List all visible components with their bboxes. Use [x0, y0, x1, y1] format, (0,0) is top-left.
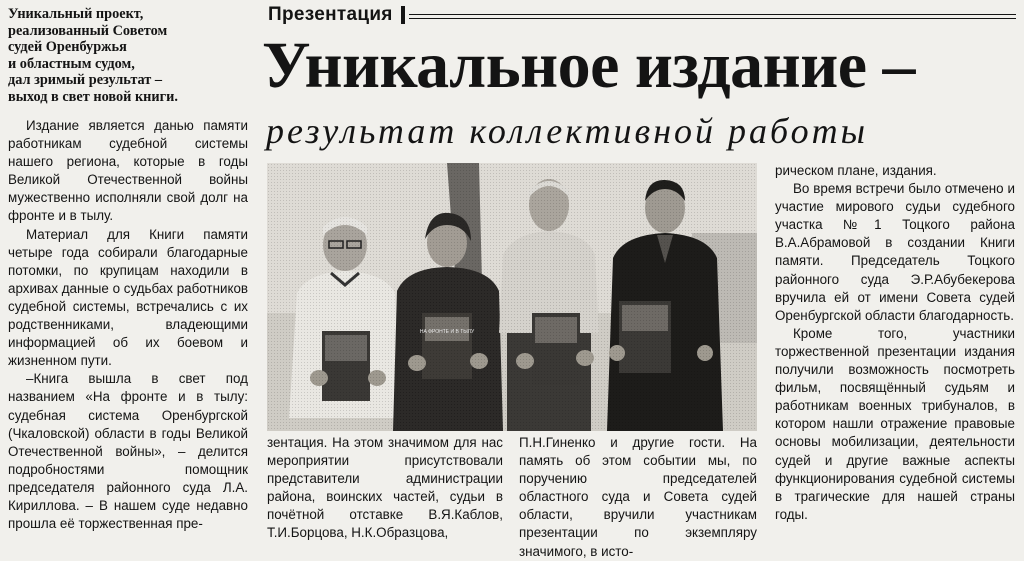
lead-line: дал зримый результат –: [8, 72, 163, 89]
paragraph: рическом плане, издания.: [775, 163, 937, 178]
photo-illustration: [267, 163, 757, 431]
lead-line: судей Оренбуржья: [8, 39, 127, 56]
paragraph: Во время встречи было отмечено и участие мирового судьи судебного участка №1 Тоцкого района В.А.Абрамовой в создании Книги памяти. Председатель Тоцкого районного суда Э.Р.Абубекерова вручила ей от имени Совета судей Оренбургской области благодарность.: [775, 181, 1015, 323]
section-rubric: [268, 3, 1016, 27]
article-headline: Уникальное издание –: [262, 29, 916, 102]
rubric-marker: [401, 6, 405, 24]
paragraph: П.Н.Гиненко и другие гости. На память об этом событии мы, по поручению председателей областного суда и Совета судей области, вручили участникам презентации по экземпляру значимого, в исто-: [519, 435, 757, 559]
paragraph: Издание является данью памяти работникам судебной системы нашего региона, которые в годы Великой Отечественной войны мужественно исполняли свой долг на фронте и в тылу.: [8, 118, 248, 224]
article-column-middle-1: [267, 434, 503, 543]
lead-line: выход в свет новой книги.: [8, 88, 178, 105]
lead-line: реализованный Советом: [8, 22, 168, 39]
lead-line: Уникальный проект,: [8, 6, 144, 22]
article-photo: [267, 163, 757, 431]
article-column-left: [8, 117, 248, 533]
article-column-right: [775, 162, 1015, 524]
paragraph: зентация. На этом значимом для нас мероприятии присутствовали представители администрации района, воинских частей, судьи в почётной отставке В.Я.Каблов, Т.И.Борцова, Н.К.Образцова,: [267, 435, 503, 541]
rubric-rule: [409, 14, 1016, 19]
lead-line: и областным судом,: [8, 55, 135, 72]
article-subheadline: результат коллективной работы: [266, 111, 869, 151]
paragraph: Материал для Книги памяти четыре года собирали благодарные потомки, по крупицам находили в архивах данные о судьбах работников судебной системы, встречались с их родственниками, владеющими информацией об их боевом и жизненном пути.: [8, 226, 249, 369]
rubric-label: Презентация: [268, 4, 393, 25]
article-column-middle-2: [519, 434, 757, 561]
paragraph: –Книга вышла в свет под названием «На фронте и в тылу: судебная система Оренбургской (Чкаловской) области в годы Великой Отечественной войны», – делится подробностями помощник председателя районного суда Л.А. Кириллова. – В нашем суде недавно прошла её торжественная пре-: [8, 371, 248, 532]
paragraph: Кроме того, участники торжественной презентации издания получили возможность посмотреть фильм, посвящённый судьям и работникам военных трибуналов, в котором нашли отражение правовые основы мобилизации, деятельности судей и другие важные аспекты функционирования судебной системы в трагические для нашей страны годы.: [775, 325, 1015, 522]
article-lead: [8, 6, 248, 106]
